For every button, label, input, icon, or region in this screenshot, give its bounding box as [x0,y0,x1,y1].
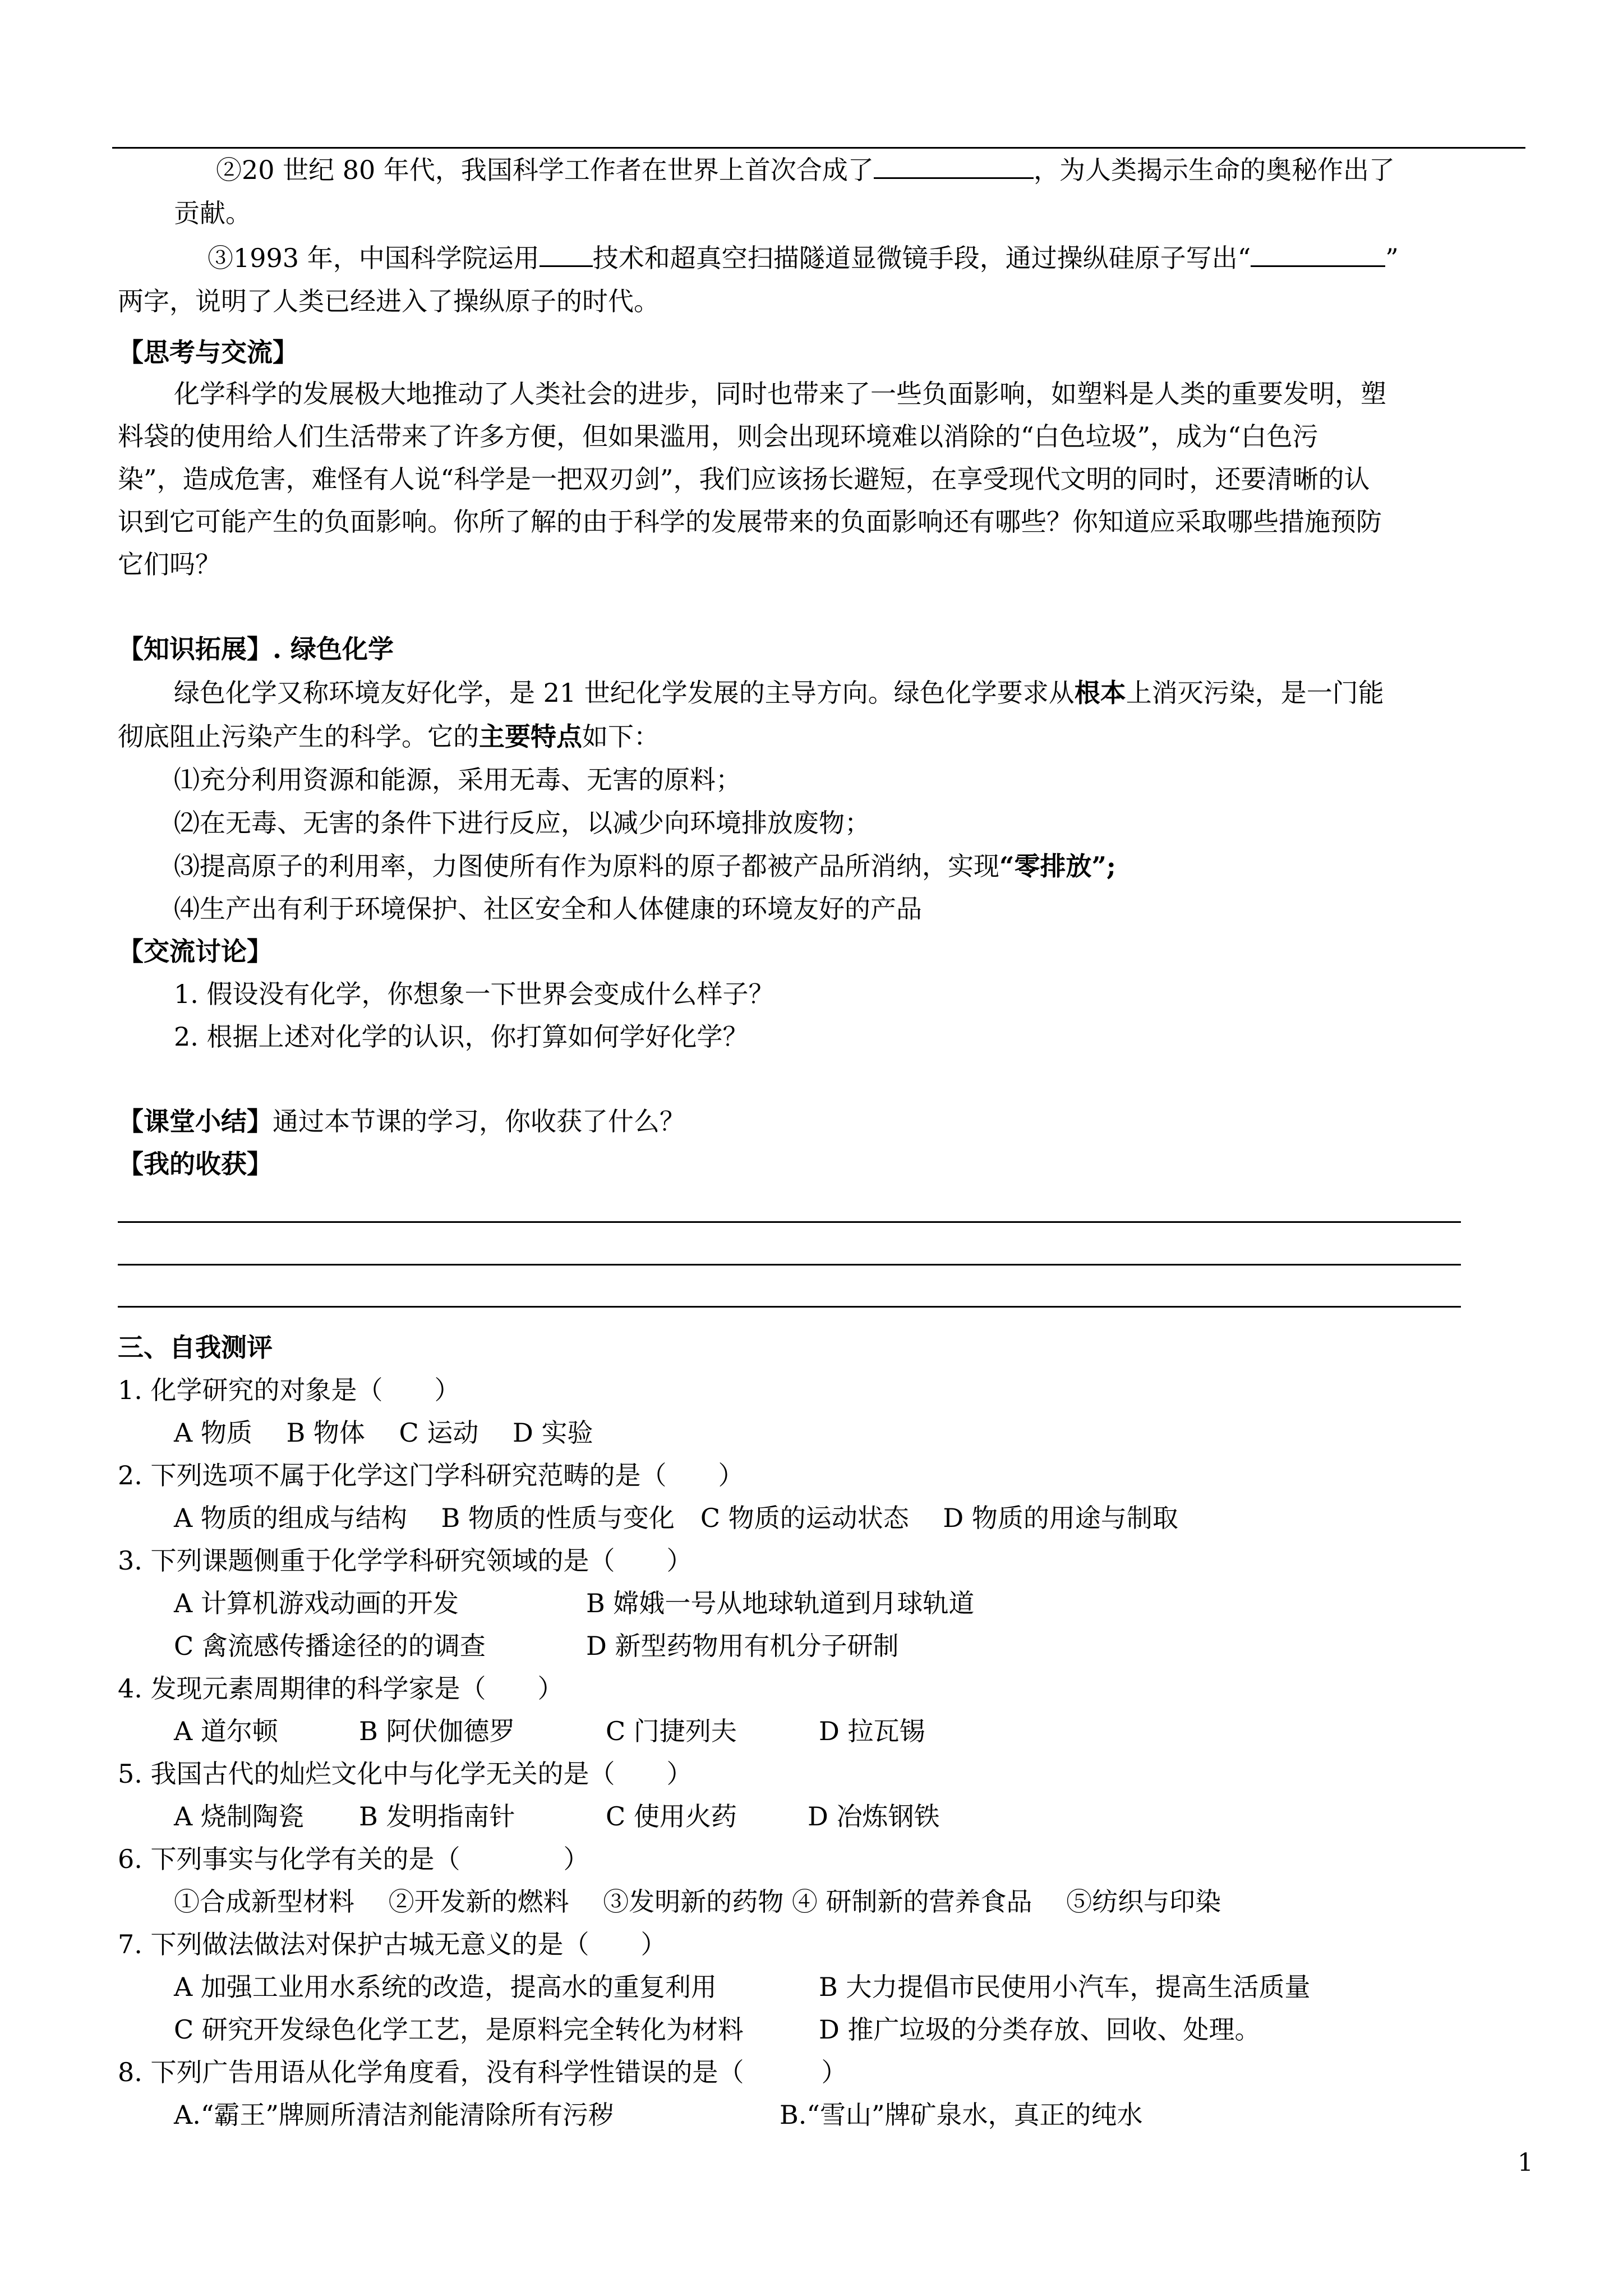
fill-item-2 [216,153,1395,187]
quiz-option: D 冶炼钢铁 [808,1801,940,1832]
think-line: 化学科学的发展极大地推动了人类社会的进步，同时也带来了一些负面影响，如塑料是人类的重要发明，塑 [174,379,1386,409]
knowledge-line-1-a: 绿色化学又称环境友好化学，是 21 世纪化学发展的主导方向。绿色化学要求从 [174,678,1075,708]
answer-blank[interactable] [540,243,593,267]
knowledge-point-3 [174,849,1116,883]
page-number: 1 [1518,2148,1533,2177]
answer-line[interactable] [118,1306,1461,1308]
quiz-option: B 嫦娥一号从地球轨道到月球轨道 [586,1588,975,1618]
quiz-option: A.“霸王”牌厕所清洁剂能清除所有污秽 [174,2100,614,2130]
header-rule [112,147,1525,149]
answer-line[interactable] [118,1264,1461,1266]
quiz-options: A 物质的组成与结构 B 物质的性质与变化 C 物质的运动状态 D 物质的用途与制取 [174,1503,1178,1533]
quiz-option: A 道尔顿 [174,1716,278,1746]
quiz-option: B 阿伏伽德罗 [359,1716,515,1746]
quiz-option: D 拉瓦锡 [819,1716,925,1746]
fill-item-2-cont: 贡献。 [174,198,251,228]
discuss-question: 2. 根据上述对化学的认识，你打算如何学好化学？ [174,1022,749,1052]
summary-line [118,1105,685,1138]
summary-heading: 【课堂小结】 [118,1106,273,1137]
think-line: 它们吗？ [118,549,221,579]
knowledge-line-2-c: 如下： [582,721,660,752]
knowledge-point-3-c: ; [1106,851,1116,881]
knowledge-point: ⑴充分利用资源和能源，采用无毒、无害的原料； [174,765,741,795]
think-line: 料袋的使用给人们生活带来了许多方便，但如果滥用，则会出现环境难以消除的“白色垃圾”，成为“白色污 [118,421,1318,452]
quiz-option: C 使用火药 [606,1801,737,1832]
quiz-heading: 三、自我测评 [118,1332,273,1363]
quiz-question: 8. 下列广告用语从化学角度看，没有科学性错误的是（ ） [118,2057,847,2087]
quiz-option: A 加强工业用水系统的改造，提高水的重复利用 [174,1972,717,2002]
knowledge-point-3-b: “零排放” [999,851,1106,881]
quiz-question: 5. 我国古代的灿烂文化中与化学无关的是（ ） [118,1759,693,1789]
fill-item-3-pre: ③1993 年，中国科学院运用 [208,243,540,273]
think-line: 染”，造成危害，难怪有人说“科学是一把双刃剑”，我们应该扬长避短，在享受现代文明的同时，还要清晰的认 [118,464,1370,494]
answer-line[interactable] [118,1221,1461,1223]
quiz-option: C 研究开发绿色化学工艺，是原料完全转化为材料 [174,2014,744,2045]
fill-item-3-post: ” [1385,243,1399,273]
quiz-option: D 新型药物用有机分子研制 [586,1631,899,1661]
quiz-option: B 大力提倡市民使用小汽车，提高生活质量 [819,1972,1311,2002]
discuss-heading: 【交流讨论】 [118,936,273,967]
knowledge-heading: 【知识拓展】. 绿色化学 [118,634,394,664]
quiz-option: A 计算机游戏动画的开发 [174,1588,459,1618]
fill-item-3-cont: 两字，说明了人类已经进入了操纵原子的时代。 [118,286,660,316]
quiz-options: ①合成新型材料 ②开发新的燃料 ③发明新的药物 ④ 研制新的营养食品 ⑤纺织与印染 [174,1887,1221,1917]
knowledge-line-1 [174,676,1384,710]
fill-item-2-pre: ②20 世纪 80 年代，我国科学工作者在世界上首次合成了 [216,155,874,185]
quiz-question: 4. 发现元素周期律的科学家是（ ） [118,1673,564,1704]
knowledge-line-1-b: 根本 [1074,678,1126,708]
think-line: 识到它可能产生的负面影响。你所了解的由于科学的发展带来的负面影响还有哪些？你知道应采取哪些措施预防 [118,507,1382,537]
knowledge-point-3-a: ⑶提高原子的利用率，力图使所有作为原料的原子都被产品所消纳，实现 [174,851,999,881]
knowledge-line-2-b: 主要特点 [479,721,582,752]
fill-item-3 [208,241,1399,275]
fill-item-2-post: ，为人类揭示生命的奥秘作出了 [1033,155,1395,185]
quiz-option: B 发明指南针 [359,1801,515,1832]
fill-item-3-mid: 技术和超真空扫描隧道显微镜手段，通过操纵硅原子写出“ [592,243,1251,273]
quiz-question: 6. 下列事实与化学有关的是（ ） [118,1844,589,1874]
quiz-question: 3. 下列课题侧重于化学学科研究领域的是（ ） [118,1545,693,1576]
knowledge-line-1-c: 上消灭污染，是一门能 [1126,678,1384,708]
quiz-options: A 物质 B 物体 C 运动 D 实验 [174,1418,593,1448]
think-heading: 【思考与交流】 [118,337,298,367]
answer-blank[interactable] [1251,243,1385,267]
gain-heading: 【我的收获】 [118,1149,273,1179]
discuss-question: 1. 假设没有化学，你想象一下世界会变成什么样子？ [174,979,774,1009]
quiz-question: 2. 下列选项不属于化学这门学科研究范畴的是（ ） [118,1460,744,1490]
knowledge-line-2 [118,720,660,753]
knowledge-line-2-a: 彻底阻止污染产生的科学。它的 [118,721,479,752]
quiz-option: C 禽流感传播途径的的调查 [174,1631,486,1661]
answer-blank[interactable] [874,155,1034,179]
summary-text: 通过本节课的学习，你收获了什么？ [273,1106,685,1137]
quiz-option: B.“雪山”牌矿泉水，真正的纯水 [780,2100,1143,2130]
quiz-option: D 推广垃圾的分类存放、回收、处理。 [819,2014,1261,2045]
quiz-question: 7. 下列做法做法对保护古城无意义的是（ ） [118,1929,667,1959]
quiz-option: A 烧制陶瓷 [174,1801,304,1832]
quiz-option: C 门捷列夫 [606,1716,737,1746]
quiz-question: 1. 化学研究的对象是（ ） [118,1375,460,1405]
knowledge-point: ⑷生产出有利于环境保护、社区安全和人体健康的环境友好的产品 [174,894,922,924]
knowledge-point: ⑵在无毒、无害的条件下进行反应，以减少向环境排放废物； [174,808,870,838]
